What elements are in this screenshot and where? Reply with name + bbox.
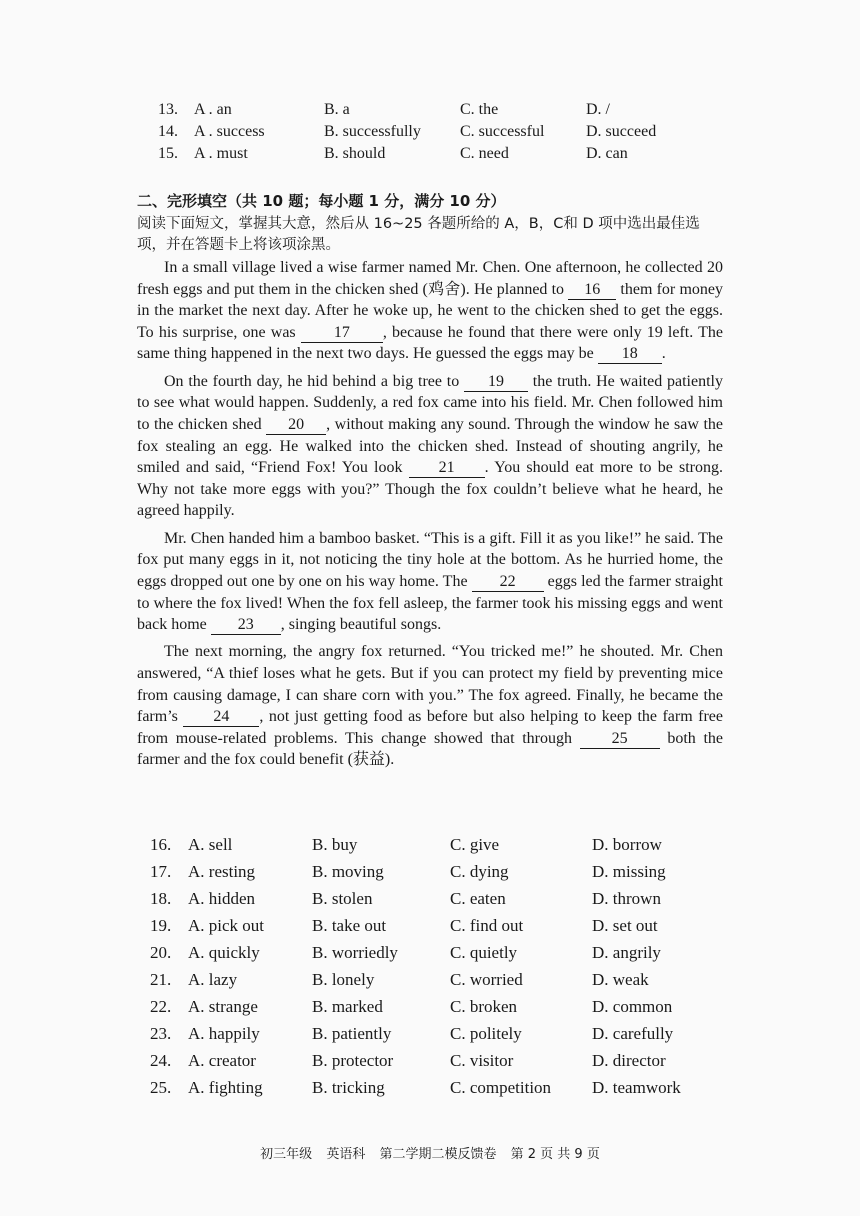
option-d: D. angrily bbox=[592, 942, 661, 962]
option-a: A. pick out bbox=[188, 915, 265, 935]
question-number: 15. bbox=[158, 145, 178, 162]
option-b: B. worriedly bbox=[312, 942, 398, 962]
cloze-passage bbox=[137, 257, 723, 777]
text-run: On the fourth day, he hid behind a big tree to bbox=[164, 372, 464, 390]
option-a: A. lazy bbox=[188, 970, 238, 990]
text-run: , not just getting food as before but also helping to keep the farm free from mouse-related problems. This change showed that through bbox=[137, 708, 724, 747]
option-row-17 bbox=[150, 858, 702, 885]
footer-subject: 英语科 bbox=[326, 1147, 366, 1162]
option-row-24 bbox=[150, 1048, 702, 1075]
text-run: both the farmer and the fox could benefit (获益). bbox=[137, 729, 723, 769]
option-d: D. / bbox=[586, 101, 610, 118]
option-b: B. stolen bbox=[312, 888, 373, 908]
paragraph-3 bbox=[137, 528, 723, 636]
question-number: 16. bbox=[150, 834, 172, 854]
option-b: B. moving bbox=[312, 861, 384, 881]
option-b: B. tricking bbox=[312, 1078, 385, 1098]
option-d: D. weak bbox=[592, 970, 649, 990]
text-run: . You should eat more to be strong. Why not take more eggs with you?” Though the fox couldn’t believe what he heard, he agreed happily. bbox=[137, 459, 723, 520]
text-run: them for money in the market the next day. After he woke up, he went to the chicken shed to get the eggs. To his surprise, one was bbox=[137, 280, 723, 341]
blank-19: 19 bbox=[464, 373, 528, 392]
option-row-22 bbox=[150, 994, 702, 1021]
text-run: . bbox=[661, 345, 666, 363]
question-number: 21. bbox=[150, 970, 172, 990]
option-row-20 bbox=[150, 939, 702, 966]
option-c: C. the bbox=[460, 101, 499, 118]
blank-18: 18 bbox=[598, 345, 662, 364]
option-a: A. resting bbox=[188, 861, 256, 881]
option-b: B. take out bbox=[312, 915, 387, 935]
text-run: Mr. Chen handed him a bamboo basket. “This is a gift. Fill it as you like!” he said. The fox put many eggs in it, not noticing the tiny hole at the bottom. As he hurried home, the eggs dropped out one by one on his way home. The bbox=[137, 529, 723, 590]
option-d: D. borrow bbox=[592, 834, 662, 854]
page-footer bbox=[0, 1143, 860, 1162]
blank-25: 25 bbox=[580, 730, 660, 749]
text-run: , without making any sound. Through the window he saw the fox stealing an egg. He walked into the chicken shed. Instead of shouting angrily, he smiled and said, “Friend Fox! You look bbox=[137, 415, 724, 477]
text-run: In a small village lived a wise farmer named Mr. Chen. One afternoon, he collected 20 fresh eggs and put them in the chicken shed (鸡舍). He planned to bbox=[137, 259, 723, 298]
options-13-15 bbox=[158, 99, 696, 165]
option-d: D. missing bbox=[592, 861, 666, 881]
question-number: 13. bbox=[158, 101, 178, 118]
blank-23: 23 bbox=[211, 616, 281, 635]
footer-grade: 初三年级 bbox=[260, 1147, 313, 1162]
option-a: A. sell bbox=[188, 834, 233, 854]
option-b: B. a bbox=[324, 101, 350, 118]
option-b: B. lonely bbox=[312, 970, 375, 990]
question-number: 20. bbox=[150, 942, 172, 962]
paragraph-1 bbox=[137, 257, 723, 365]
question-number: 18. bbox=[150, 888, 172, 908]
text-run: eggs led the farmer straight to where the fox lived! When the fox fell asleep, the farmer took his missing eggs and went back home bbox=[137, 572, 723, 634]
option-d: D. set out bbox=[592, 915, 658, 935]
option-b: B. successfully bbox=[324, 123, 421, 140]
option-a: A . an bbox=[194, 101, 232, 118]
option-d: D. thrown bbox=[592, 888, 661, 908]
option-b: B. protector bbox=[312, 1051, 394, 1071]
text-run: The next morning, the angry fox returned. “You tricked me!” he shouted. Mr. Chen answered, “A thief loses what he gets. But if you can protect my field by preventing mice from causing damage, I can share corn with you.” The fox agreed. Finally, he became the farm’s bbox=[137, 643, 723, 726]
text-run: , singing beautiful songs. bbox=[280, 616, 442, 634]
option-c: C. find out bbox=[450, 915, 524, 935]
option-d: D. succeed bbox=[586, 123, 657, 140]
section-instruction: 阅读下面短文，掌握其大意，然后从 16~25 各题所给的 A，B，C和 D 项中选出最佳选项，并在答题卡上将该项涂黑。 bbox=[137, 216, 700, 253]
question-number: 23. bbox=[150, 1024, 172, 1044]
question-number: 22. bbox=[150, 997, 172, 1017]
text-run: the truth. He waited patiently to see what would happen. Suddenly, a red fox came into his field. Mr. Chen followed him to the chicken shed bbox=[137, 372, 723, 433]
option-d: D. teamwork bbox=[592, 1078, 681, 1098]
option-c: C. broken bbox=[450, 997, 518, 1017]
option-a: A . success bbox=[194, 123, 265, 140]
option-b: B. should bbox=[324, 145, 386, 162]
option-a: A . must bbox=[194, 145, 248, 162]
option-b: B. marked bbox=[312, 997, 383, 1017]
paragraph-2 bbox=[137, 371, 723, 522]
option-row-21 bbox=[150, 966, 702, 993]
option-c: C. eaten bbox=[450, 888, 506, 908]
blank-22: 22 bbox=[472, 573, 544, 592]
option-a: A. quickly bbox=[188, 942, 260, 962]
blank-17: 17 bbox=[301, 324, 383, 343]
option-a: A. happily bbox=[188, 1024, 260, 1044]
option-c: C. politely bbox=[450, 1024, 522, 1044]
option-c: C. quietly bbox=[450, 942, 518, 962]
option-row-19 bbox=[150, 912, 702, 939]
question-number: 25. bbox=[150, 1078, 172, 1098]
option-row-15 bbox=[158, 143, 696, 165]
blank-24: 24 bbox=[183, 708, 259, 727]
option-d: D. can bbox=[586, 145, 628, 162]
text-run: , because he found that there were only 19 left. The same thing happened in the next two days. He guessed the eggs may be bbox=[137, 323, 724, 363]
option-b: B. buy bbox=[312, 834, 358, 854]
option-c: C. successful bbox=[460, 123, 545, 140]
option-a: A. hidden bbox=[188, 888, 256, 908]
option-row-14 bbox=[158, 121, 696, 143]
question-number: 24. bbox=[150, 1051, 172, 1071]
option-row-16 bbox=[150, 831, 702, 858]
option-c: C. worried bbox=[450, 970, 523, 990]
paragraph-4 bbox=[137, 641, 723, 771]
option-d: D. director bbox=[592, 1051, 666, 1071]
blank-16: 16 bbox=[568, 281, 616, 300]
option-row-25 bbox=[150, 1075, 702, 1102]
question-number: 17. bbox=[150, 861, 172, 881]
option-row-18 bbox=[150, 885, 702, 912]
option-row-23 bbox=[150, 1021, 702, 1048]
option-c: C. give bbox=[450, 834, 500, 854]
question-number: 14. bbox=[158, 123, 178, 140]
option-c: C. visitor bbox=[450, 1051, 514, 1071]
section-title: 二、完形填空（共 10 题；每小题 1 分，满分 10 分） bbox=[137, 192, 506, 210]
option-b: B. patiently bbox=[312, 1024, 392, 1044]
option-c: C. dying bbox=[450, 861, 509, 881]
option-c: C. need bbox=[460, 145, 509, 162]
option-a: A. fighting bbox=[188, 1078, 263, 1098]
option-d: D. carefully bbox=[592, 1024, 674, 1044]
blank-21: 21 bbox=[409, 459, 485, 478]
footer-exam: 第二学期二模反馈卷 bbox=[379, 1147, 497, 1162]
options-16-25 bbox=[150, 831, 702, 1102]
footer-page-number: 第 2 页 共 9 页 bbox=[510, 1147, 600, 1162]
question-number: 19. bbox=[150, 915, 172, 935]
option-a: A. creator bbox=[188, 1051, 256, 1071]
option-c: C. competition bbox=[450, 1078, 552, 1098]
option-d: D. common bbox=[592, 997, 673, 1017]
option-a: A. strange bbox=[188, 997, 258, 1017]
option-row-13 bbox=[158, 99, 696, 121]
blank-20: 20 bbox=[266, 416, 326, 435]
